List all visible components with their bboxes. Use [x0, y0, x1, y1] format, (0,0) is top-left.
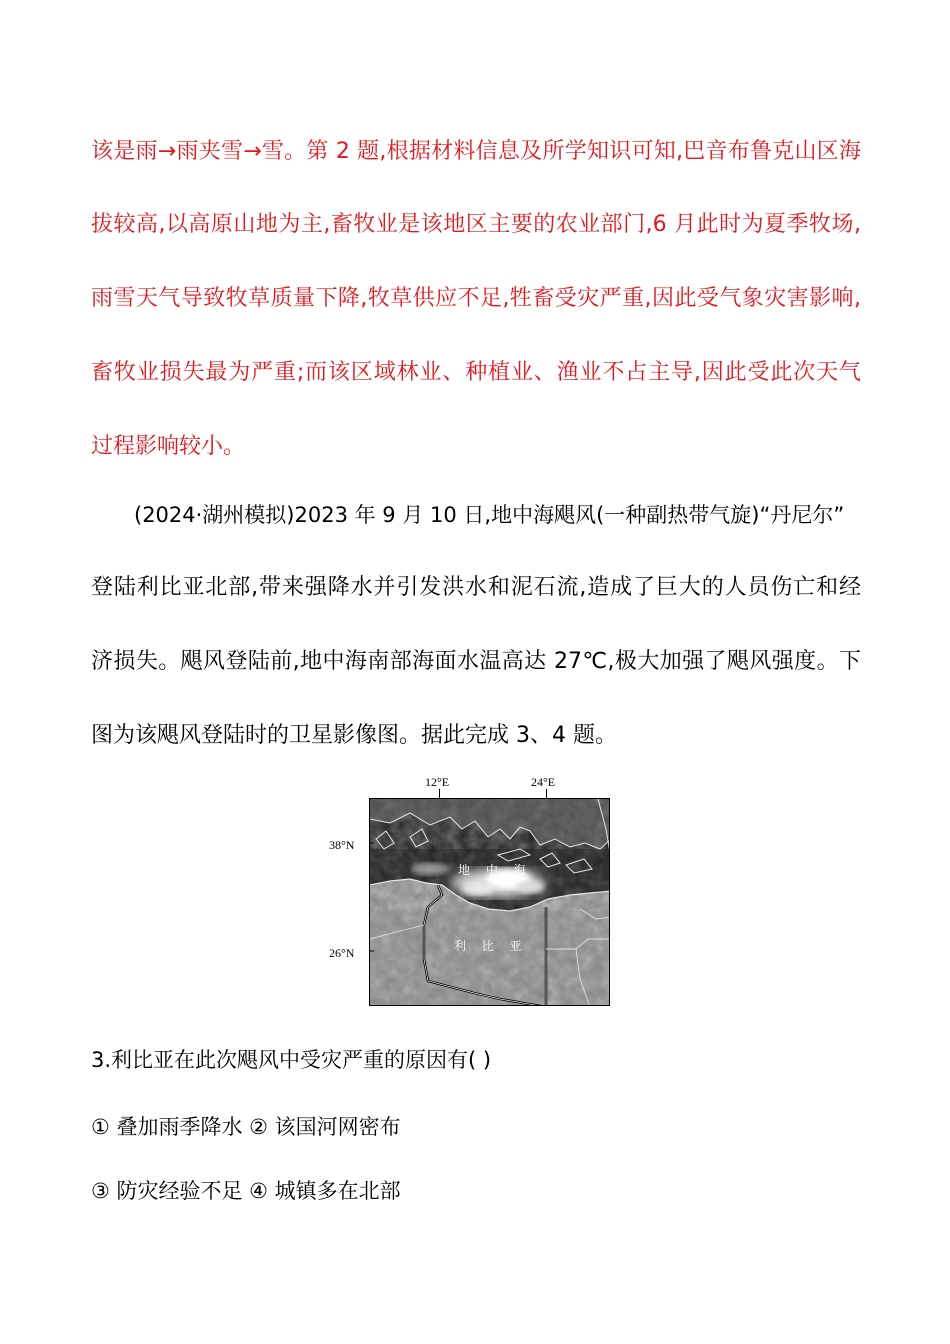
question-options-1: ① 叠加雨季降水 ② 该国河网密布 [91, 1115, 401, 1139]
satellite-map-figure [326, 772, 616, 1012]
answer-line-3: 雨雪天气导致牧草质量下降,牧草供应不足,牲畜受灾严重,因此受气象灾害影响, [91, 286, 861, 311]
material-line-3: 济损失。飓风登陆前,地中海南部海面水温高达 27℃,极大加强了飓风强度。下 [91, 649, 861, 674]
lon-label-24e: 24°E [531, 775, 556, 789]
lon-label-12e: 12°E [425, 775, 450, 789]
question-options-2: ③ 防灾经验不足 ④ 城镇多在北部 [91, 1179, 401, 1203]
material-line-4: 图为该飓风登陆时的卫星影像图。据此完成 3、4 题。 [91, 723, 617, 748]
question-stem: 3.利比亚在此次飓风中受灾严重的原因有( ) [91, 1048, 492, 1072]
answer-line-1: 该是雨→雨夹雪→雪。第 2 题,根据材料信息及所学知识可知,巴音布鲁克山区海 [91, 139, 861, 164]
answer-line-4: 畜牧业损失最为严重;而该区域林业、种植业、渔业不占主导,因此受此次天气 [91, 360, 861, 385]
answer-line-5: 过程影响较小。 [91, 434, 246, 459]
lat-label-38n: 38°N [329, 838, 355, 852]
satellite-image [369, 798, 610, 1006]
material-line-1: (2024·湖州模拟)2023 年 9 月 10 日,地中海飓风(一种副热带气旋)“丹尼尔” [134, 503, 845, 527]
lat-label-26n: 26°N [329, 946, 355, 960]
material-line-2: 登陆利比亚北部,带来强降水并引发洪水和泥石流,造成了巨大的人员伤亡和经 [91, 575, 861, 600]
country-label: 利 比 亚 [454, 939, 528, 953]
sea-label: 地 中 海 [458, 863, 532, 877]
satellite-image-svg [370, 799, 610, 1006]
answer-line-2: 拔较高,以高原山地为主,畜牧业是该地区主要的农业部门,6 月此时为夏季牧场, [91, 212, 861, 237]
